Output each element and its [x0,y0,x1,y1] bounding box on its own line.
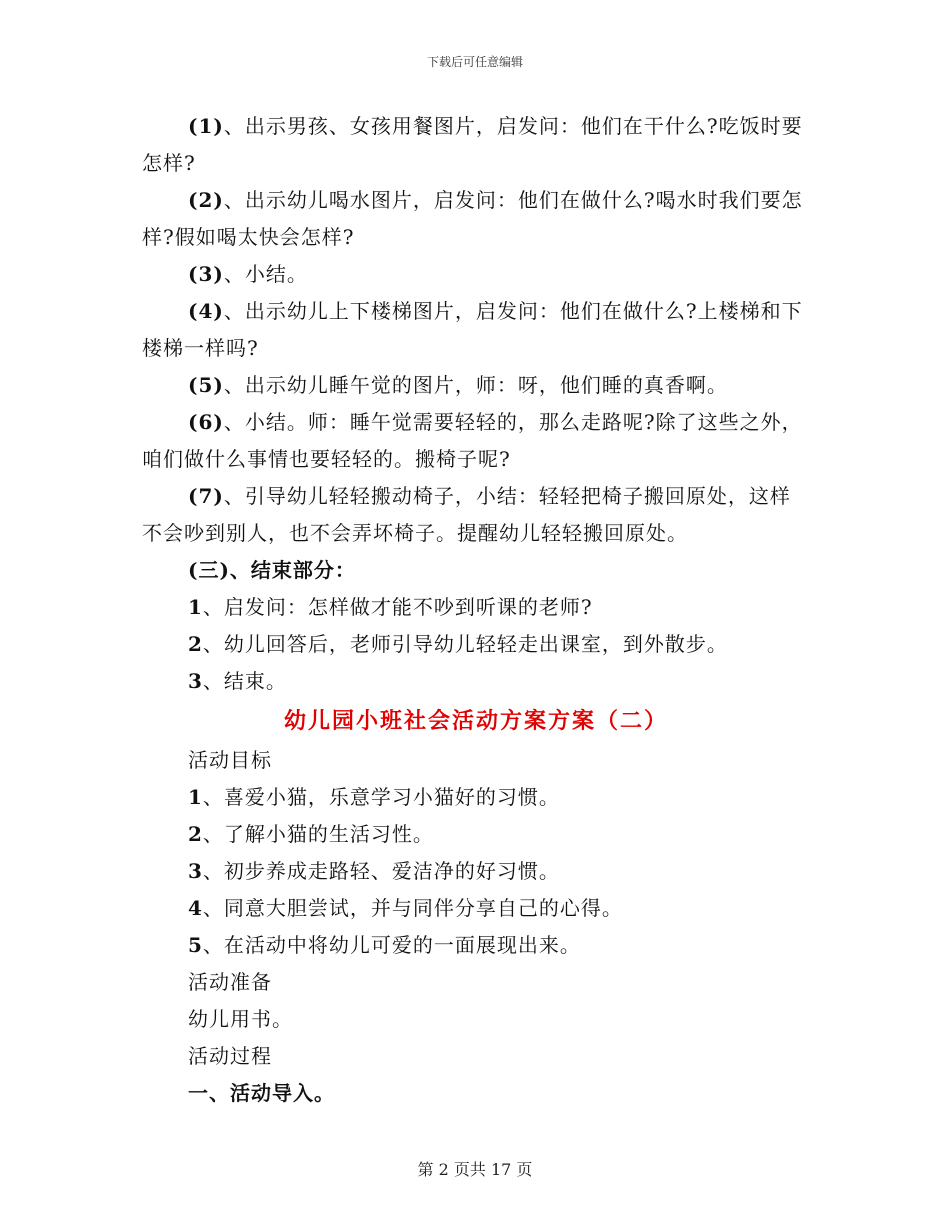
subheading: 活动目标 [188,748,272,772]
list-item: 2、幼儿回答后，老师引导幼儿轻轻走出课室，到外散步。 [188,632,728,656]
page-footer: 第 2 页共 17 页 [417,1160,533,1179]
list-item: 4、同意大胆尝试，并与同伴分享自己的心得。 [188,896,623,920]
list-item: (5)、出示幼儿睡午觉的图片，师：呀，他们睡的真香啊。 [188,373,728,397]
list-item: 2、了解小猫的生活习性。 [188,822,434,846]
list-item: (7)、引导幼儿轻轻搬动椅子，小结：轻轻把椅子搬回原处，这样不会吵到别人，也不会弄坏椅子。提醒幼儿轻轻搬回原处。 [142,484,791,545]
page-header: 下载后可任意编辑 [426,55,523,69]
list-item: (1)、出示男孩、女孩用餐图片，启发问：他们在干什么?吃饭时要怎样? [142,114,803,175]
paragraph: 幼儿用书。 [188,1007,293,1031]
section-title: 幼儿园小班社会活动方案方案（二） [283,708,668,734]
section-heading: 一、活动导入。 [188,1081,335,1105]
section-heading: (三)、结束部分： [188,558,356,582]
list-item: 5、在活动中将幼儿可爱的一面展现出来。 [188,933,581,957]
subheading: 活动准备 [188,970,272,994]
list-item: 3、结束。 [188,669,287,693]
list-item: (4)、出示幼儿上下楼梯图片，启发问：他们在做什么?上楼梯和下楼梯一样吗? [142,299,803,360]
list-item: (2)、出示幼儿喝水图片，启发问：他们在做什么?喝水时我们要怎样?假如喝太快会怎样? [142,188,803,249]
list-item: (3)、小结。 [188,262,308,286]
document-body [142,108,810,1112]
list-item: 1、启发问：怎样做才能不吵到听课的老师? [188,595,593,619]
list-item: (6)、小结。师：睡午觉需要轻轻的，那么走路呢?除了这些之外，咱们做什么事情也要轻轻的。搬椅子呢? [142,410,803,471]
list-item: 1、喜爱小猫，乐意学习小猫好的习惯。 [188,785,560,809]
subheading: 活动过程 [188,1044,272,1068]
list-item: 3、初步养成走路轻、爱洁净的好习惯。 [188,859,560,883]
